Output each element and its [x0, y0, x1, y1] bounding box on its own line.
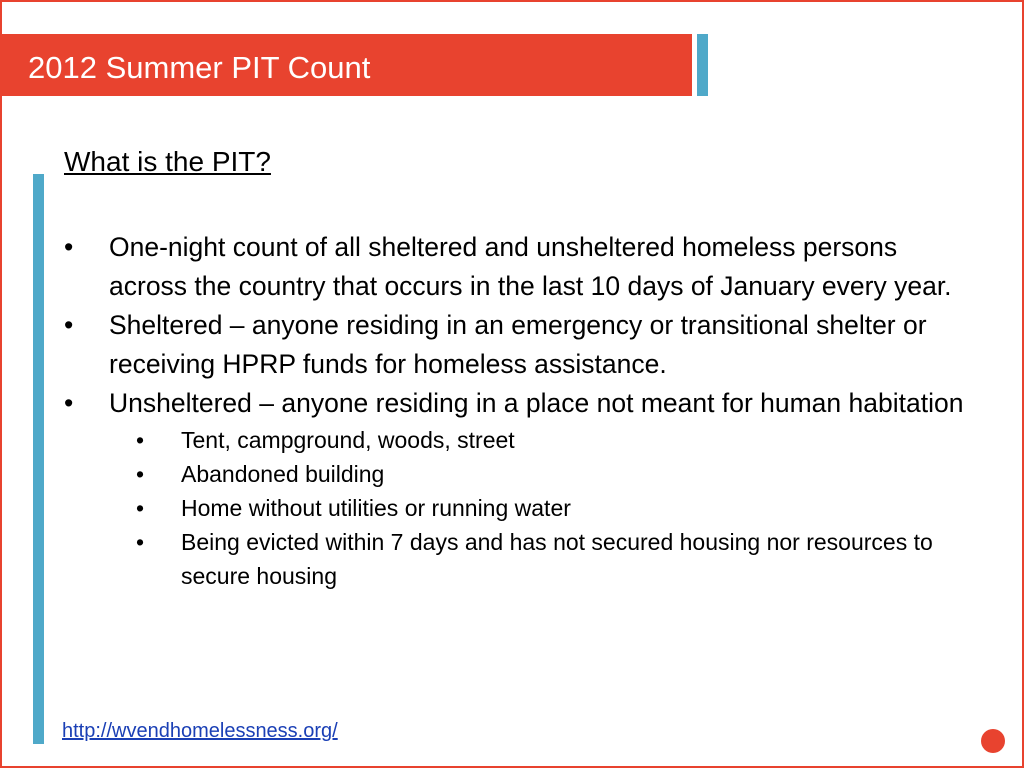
bullet-list: [64, 228, 974, 593]
bullet-text: Sheltered – anyone residing in an emergency or transitional shelter or receiving HPRP funds for homeless assistance.: [109, 310, 927, 379]
sub-bullet-text: Being evicted within 7 days and has not secured housing nor resources to secure housing: [181, 529, 933, 589]
website-link[interactable]: http://wvendhomelessness.org/: [62, 720, 338, 742]
bullet-item: [64, 228, 974, 306]
bullet-marker: •: [64, 388, 74, 418]
corner-dot: [981, 729, 1005, 753]
bullet-text: Unsheltered – anyone residing in a place not meant for human habitation: [109, 388, 964, 418]
title-bar: [2, 34, 692, 96]
sub-bullet-text: Home without utilities or running water: [181, 495, 571, 521]
sub-bullet-marker: •: [136, 461, 145, 487]
title-accent-bar: [697, 34, 708, 96]
sub-bullet-item: [136, 423, 974, 457]
left-accent-bar: [33, 174, 44, 744]
bullet-item: [64, 384, 974, 423]
bullet-text: One-night count of all sheltered and unsheltered homeless persons across the country that occurs in the last 10 days of January every year.: [109, 232, 952, 301]
sub-bullet-marker: •: [136, 427, 145, 453]
sub-bullet-text: Abandoned building: [181, 461, 385, 487]
bullet-item: [64, 306, 974, 384]
bullet-marker: •: [64, 310, 74, 340]
sub-bullet-item: [136, 525, 974, 593]
sub-bullet-marker: •: [136, 529, 145, 555]
sub-bullet-text: Tent, campground, woods, street: [181, 427, 515, 453]
sub-bullet-item: [136, 457, 974, 491]
sub-bullet-item: [136, 491, 974, 525]
slide-title: 2012 Summer PIT Count: [28, 50, 371, 85]
section-heading: What is the PIT?: [64, 146, 271, 177]
sub-bullet-marker: •: [136, 495, 145, 521]
bullet-marker: •: [64, 232, 74, 262]
